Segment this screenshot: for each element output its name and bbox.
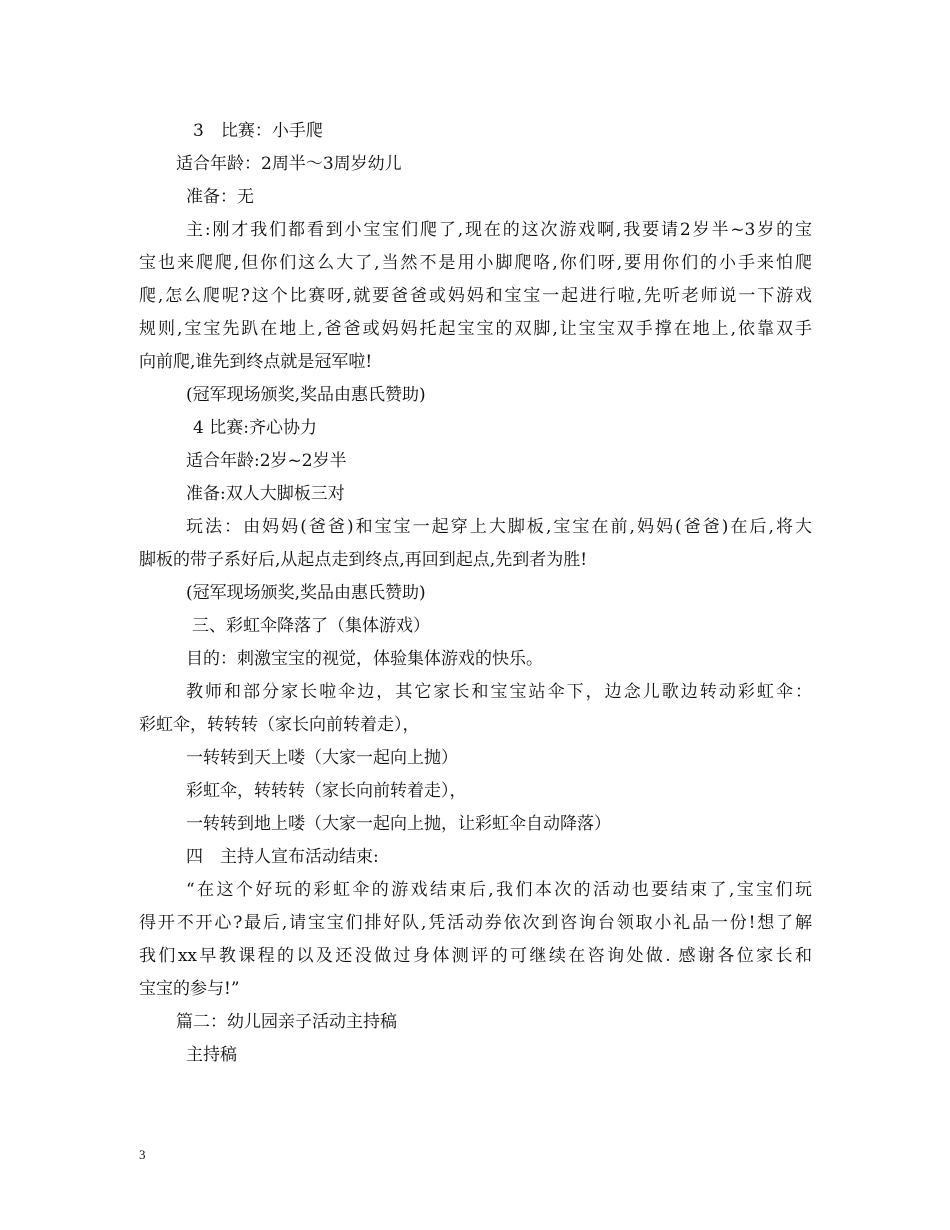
chapter-heading: 篇二：幼儿园亲子活动主持稿 (176, 1012, 397, 1032)
text-line-17: 目的：刺激宝宝的视觉，体验集体游戏的快乐。 (186, 649, 543, 669)
text-line-1: 3 比赛：小手爬 (193, 121, 323, 141)
page-number: 3 (139, 1147, 146, 1162)
text-line-7: 规则,宝宝先趴在地上,爸爸或妈妈托起宝宝的双脚,让宝宝双手撑在地上,依靠双手 (139, 319, 812, 339)
text-line-3: 准备：无 (186, 187, 254, 207)
text-line-13: 玩法：由妈妈(爸爸)和宝宝一起穿上大脚板,宝宝在前,妈妈(爸爸)在后,将大 (186, 517, 812, 537)
text-line-9: (冠军现场颁奖,奖品由惠氏赞助) (186, 385, 426, 405)
text-line-21: 彩虹伞，转转转（家长向前转着走）， (186, 781, 467, 801)
text-line-10: 4 比赛:齐心协力 (193, 418, 317, 438)
text-line-27: 宝宝的参与!” (139, 979, 240, 999)
text-line-25: 得开不开心?最后,请宝宝们排好队,凭活动券依次到咨询台领取小礼品一份!想了解 (139, 913, 812, 933)
text-line-6: 爬,怎么爬呢?这个比赛呀,就要爸爸或妈妈和宝宝一起进行啦,先听老师说一下游戏 (139, 286, 812, 306)
text-line-22: 一转转到地上喽（大家一起向上抛，让彩虹伞自动降落） (186, 814, 611, 834)
text-line-11: 适合年龄:2岁~2岁半 (186, 451, 347, 471)
text-line-4: 主:刚才我们都看到小宝宝们爬了,现在的这次游戏啊,我要请2岁半~3岁的宝 (186, 220, 812, 240)
text-line-18: 教师和部分家长啦伞边，其它家长和宝宝站伞下，边念儿歌边转动彩虹伞： (186, 682, 812, 702)
text-line-29: 主持稿 (186, 1045, 237, 1065)
text-line-19: 彩虹伞，转转转（家长向前转着走）， (139, 715, 420, 735)
text-line-8: 向前爬,谁先到终点就是冠军啦! (139, 352, 373, 372)
section-heading-4: 四 主持人宣布活动结束: (186, 847, 379, 867)
text-line-15: (冠军现场颁奖,奖品由惠氏赞助) (186, 583, 426, 603)
text-line-20: 一转转到天上喽（大家一起向上抛） (186, 748, 458, 768)
text-line-24: “在这个好玩的彩虹伞的游戏结束后,我们本次的活动也要结束了,宝宝们玩 (186, 880, 812, 900)
section-heading-3: 三、彩虹伞降落了（集体游戏） (192, 616, 430, 636)
text-line-2: 适合年龄：2周半～3周岁幼儿 (176, 154, 402, 174)
text-line-14: 脚板的带子系好后,从起点走到终点,再回到起点,先到者为胜! (139, 550, 588, 570)
text-line-5: 宝也来爬爬,但你们这么大了,当然不是用小脚爬咯,你们呀,要用你们的小手来怕爬 (139, 253, 812, 273)
text-line-12: 准备:双人大脚板三对 (186, 484, 345, 504)
text-line-26: 我们xx早教课程的以及还没做过身体测评的可继续在咨询处做. 感谢各位家长和 (139, 946, 812, 966)
